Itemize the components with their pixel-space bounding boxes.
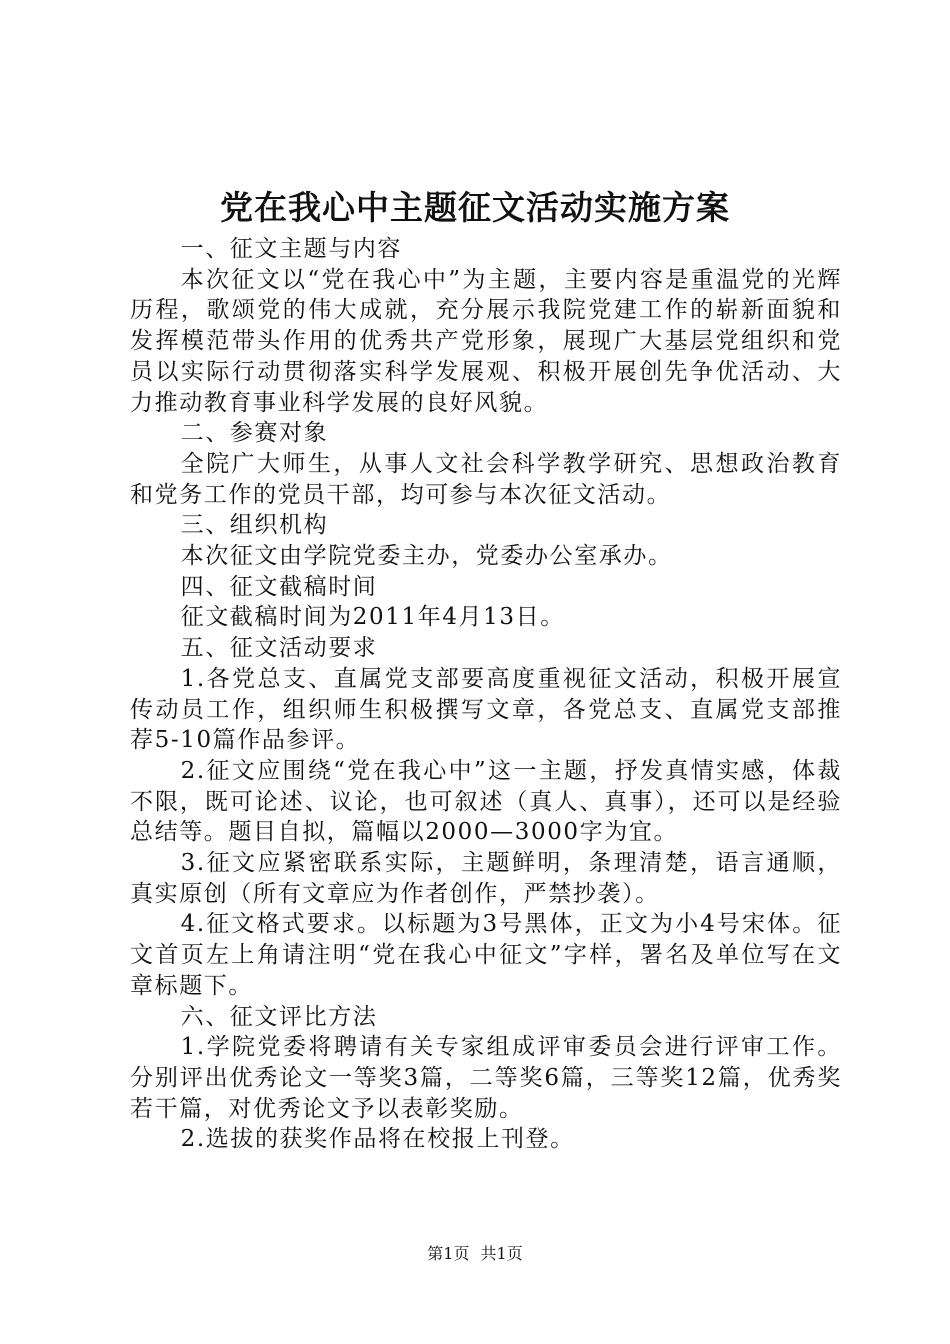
paragraph: 4.征文格式要求。以标题为3号黑体，正文为小4号宋体。征文首页左上角请注明“党在我心中征文”字样，署名及单位写在文章标题下。: [130, 911, 842, 999]
paragraph: 本次征文以“党在我心中”为主题，主要内容是重温党的光辉历程，歌颂党的伟大成就，充分展示我院党建工作的崭新面貌和发挥模范带头作用的优秀共产党形象，展现广大基层党组织和党员以实际行动贯彻落实科学发展观、积极开展创先争优活动、大力推动教育事业科学发展的良好风貌。: [130, 266, 842, 416]
page-total: 共1页: [480, 1244, 523, 1263]
page-footer: [0, 1243, 950, 1265]
paragraph: 征文截稿时间为2011年4月13日。: [180, 604, 565, 631]
paragraph: 本次征文由学院党委主办，党委办公室承办。: [180, 543, 673, 570]
document-title: 党在我心中主题征文活动实施方案: [220, 188, 730, 227]
paragraph: 1.各党总支、直属党支部要高度重视征文活动，积极开展宣传动员工作，组织师生积极撰写文章，各党总支、直属党支部推荐5-10篇作品参评。: [130, 665, 842, 754]
section-heading: 五、征文活动要求: [180, 635, 378, 662]
document-body: [130, 234, 842, 1155]
section-heading: 二、参赛对象: [180, 420, 329, 447]
section-heading: 四、征文截稿时间: [180, 573, 378, 600]
paragraph: 3.征文应紧密联系实际，主题鲜明，条理清楚，语言通顺，真实原创（所有文章应为作者创作，严禁抄袭）。: [130, 850, 842, 907]
section-heading: 六、征文评比方法: [180, 1003, 378, 1030]
section-heading: 一、征文主题与内容: [180, 236, 402, 262]
paragraph: 2.选拔的获奖作品将在校报上刊登。: [180, 1126, 575, 1153]
page-number: 第1页: [427, 1244, 470, 1263]
paragraph: 1.学院党委将聘请有关专家组成评审委员会进行评审工作。分别评出优秀论文一等奖3篇，二等奖6篇，三等奖12篇，优秀奖若干篇，对优秀论文予以表彰奖励。: [130, 1034, 842, 1122]
section-heading: 三、组织机构: [180, 512, 329, 539]
paragraph: 2.征文应围绕“党在我心中”这一主题，抒发真情实感，体裁不限，既可论述、议论，也可叙述（真人、真事），还可以是经验总结等。题目自拟，篇幅以2000—3000字为宜。: [130, 757, 842, 846]
paragraph: 全院广大师生，从事人文社会科学教学研究、思想政治教育和党务工作的党员干部，均可参与本次征文活动。: [130, 450, 842, 508]
